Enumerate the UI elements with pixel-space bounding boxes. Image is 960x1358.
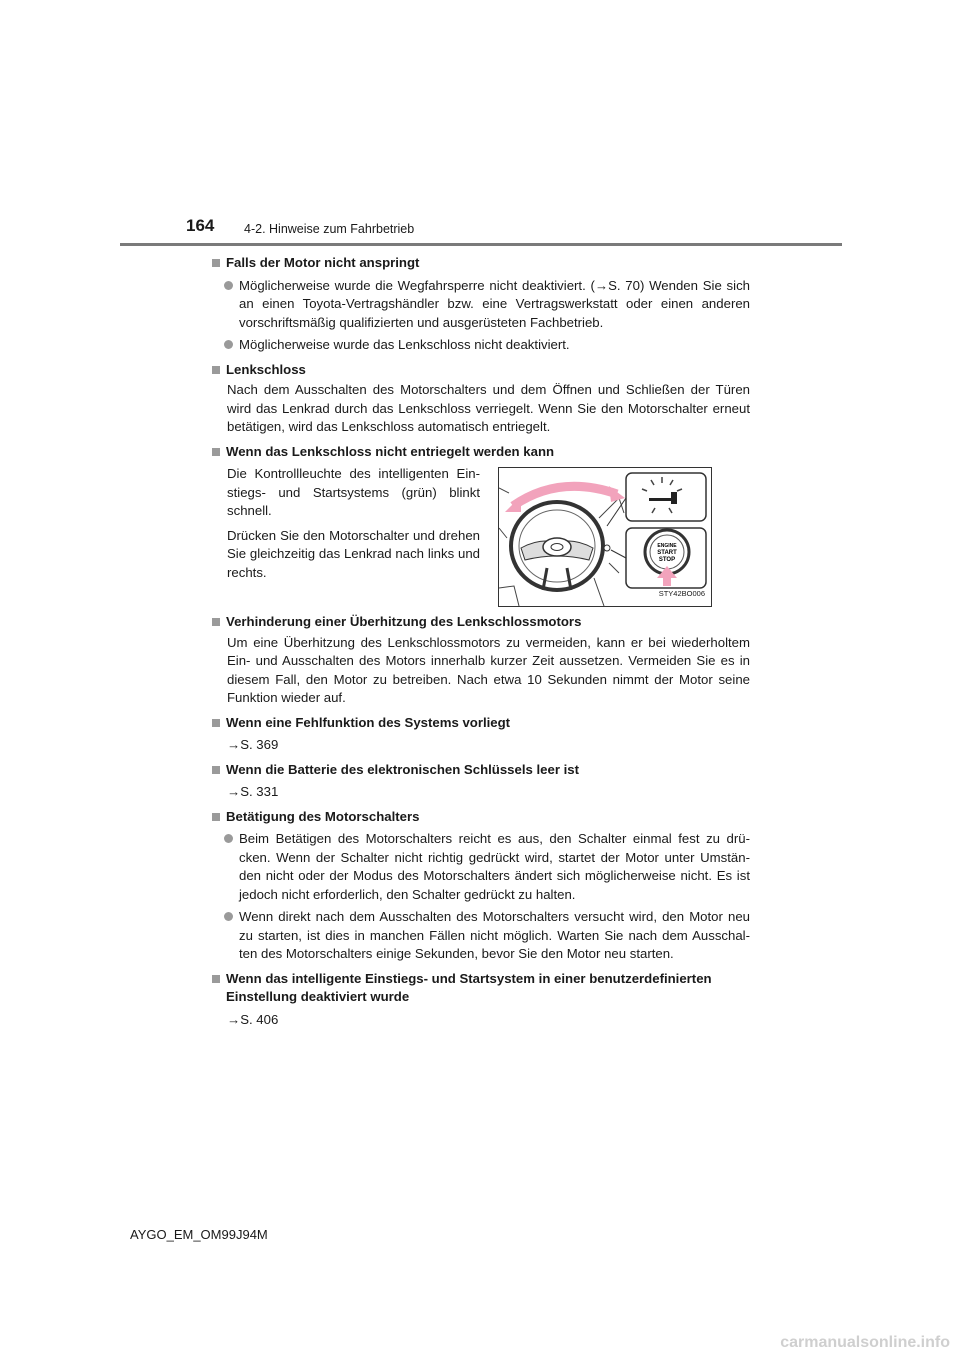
paragraph: Um eine Überhitzung des Lenkschlossmotors zu vermeiden, kann er bei wiederholtem Ein- und Ausschalten des Motors innerhalb kurzer Zeit aussetzen. Vermeiden Sie es in diesem Fall, den Motor zu betreiben. Nach etwa 10 Sekunden nimmt der Motor seine Funktion wieder auf. [227,634,750,705]
paragraph: Drücken Sie den Motorschalter und drehen Sie gleichzeitig das Lenkrad nach links und rechts. [227,527,480,580]
heading-text: Wenn das intelligente Einstiegs- und Startsystem in einer benutzerdefinierten Einstellung deaktiviert wurde [226,970,712,1004]
heading-engine-not-starting [210,254,750,273]
heading-engine-switch [210,808,750,827]
heading-overheat [210,613,750,632]
square-bullet-icon [212,448,220,456]
heading-system-deactivated [210,970,750,1007]
heading-text: Wenn die Batterie des elektronischen Schlüssels leer ist [226,761,580,777]
text-with-figure [210,465,750,607]
circle-bullet-icon [224,834,233,843]
page-reference: →S. 331 [227,784,279,799]
list-item [210,908,750,964]
circle-bullet-icon [224,281,233,290]
circle-bullet-icon [224,340,233,349]
square-bullet-icon [212,719,220,727]
section-title: 4-2. Hinweise zum Fahrbetrieb [244,222,415,236]
heading-malfunction [210,714,750,733]
bullet-text: Wenn direkt nach dem Ausschalten des Motorschalters versucht wird, den Motor neu zu starten, ist dies in manchen Fällen nicht möglich. Warten Sie nach dem Ausschal- ten des Motorschalters einige Sekunden, bevor Sie den Motor neu starten. [239,909,750,961]
square-bullet-icon [212,975,220,983]
button-label-line: START [657,550,677,556]
page-reference: →S. 406 [227,1011,279,1027]
square-bullet-icon [212,813,220,821]
page-number: 164 [186,216,215,235]
watermark: carmanualsonline.info [780,1334,950,1351]
list-item [210,277,750,333]
figure-code: STY42BO006 [658,588,705,598]
list-item [210,830,750,904]
page-content [210,254,750,1029]
heading-text: Betätigung des Motorschalters [226,808,420,824]
list-item [210,336,750,355]
square-bullet-icon [212,259,220,267]
heading-key-battery [210,761,750,780]
steering-wheel-illustration [498,467,712,607]
button-label-line: STOP [658,557,676,563]
header-rule [120,243,842,246]
heading-text: Lenkschloss [226,361,306,377]
heading-lock-not-released [210,443,750,462]
document-id: AYGO_EM_OM99J94M [130,1227,268,1242]
paragraph: Nach dem Ausschalten des Motorschalters und dem Öffnen und Schließen der Türen wird das Lenkrad durch das Lenkschloss verriegelt. Wenn Sie den Motorschalter erneut betätigen, wird das Lenkschloss automatisch entriegelt. [227,382,750,434]
heading-text: Wenn das Lenkschloss nicht entriegelt werden kann [226,443,555,459]
bullet-text: Beim Betätigen des Motorschalters reicht es aus, den Schalter einmal fest zu drü- cken. Wenn der Schalter nicht richtig gedrückt wird, startet der Motor unter Umstän- den nicht oder der Modus des Motorschalters ändert sich möglicherweise nicht. Es ist jedoch nicht erforderlich, den Schalter gedrückt zu halten. [239,831,750,902]
square-bullet-icon [212,366,220,374]
heading-text: Falls der Motor nicht anspringt [226,255,420,270]
figure-text [210,465,490,607]
page-reference: →S. 369 [227,737,279,752]
bullet-text: Möglicherweise wurde die Wegfahrsperre nicht deaktiviert. (→S. 70) Wenden Sie sich an einen Toyota-Vertragshändler bzw. eine Vertragswerkstatt oder einen anderen vorschriftsmäßig qualifizierten und ausgerüsteten Fachbetrieb. [239,277,750,330]
circle-bullet-icon [224,912,233,921]
heading-text: Verhinderung einer Überhitzung des Lenkschlossmotors [226,614,582,629]
heading-text: Wenn eine Fehlfunktion des Systems vorliegt [226,714,511,730]
paragraph: Die Kontrollleuchte des intelligenten Ein- stiegs- und Startsystems (grün) blinkt schnell. [227,466,480,518]
square-bullet-icon [212,618,220,626]
square-bullet-icon [212,766,220,774]
bullet-text: Möglicherweise wurde das Lenkschloss nicht deaktiviert. [239,337,570,352]
heading-steering-lock [210,361,750,380]
button-label-line: ENGINE [657,543,677,549]
